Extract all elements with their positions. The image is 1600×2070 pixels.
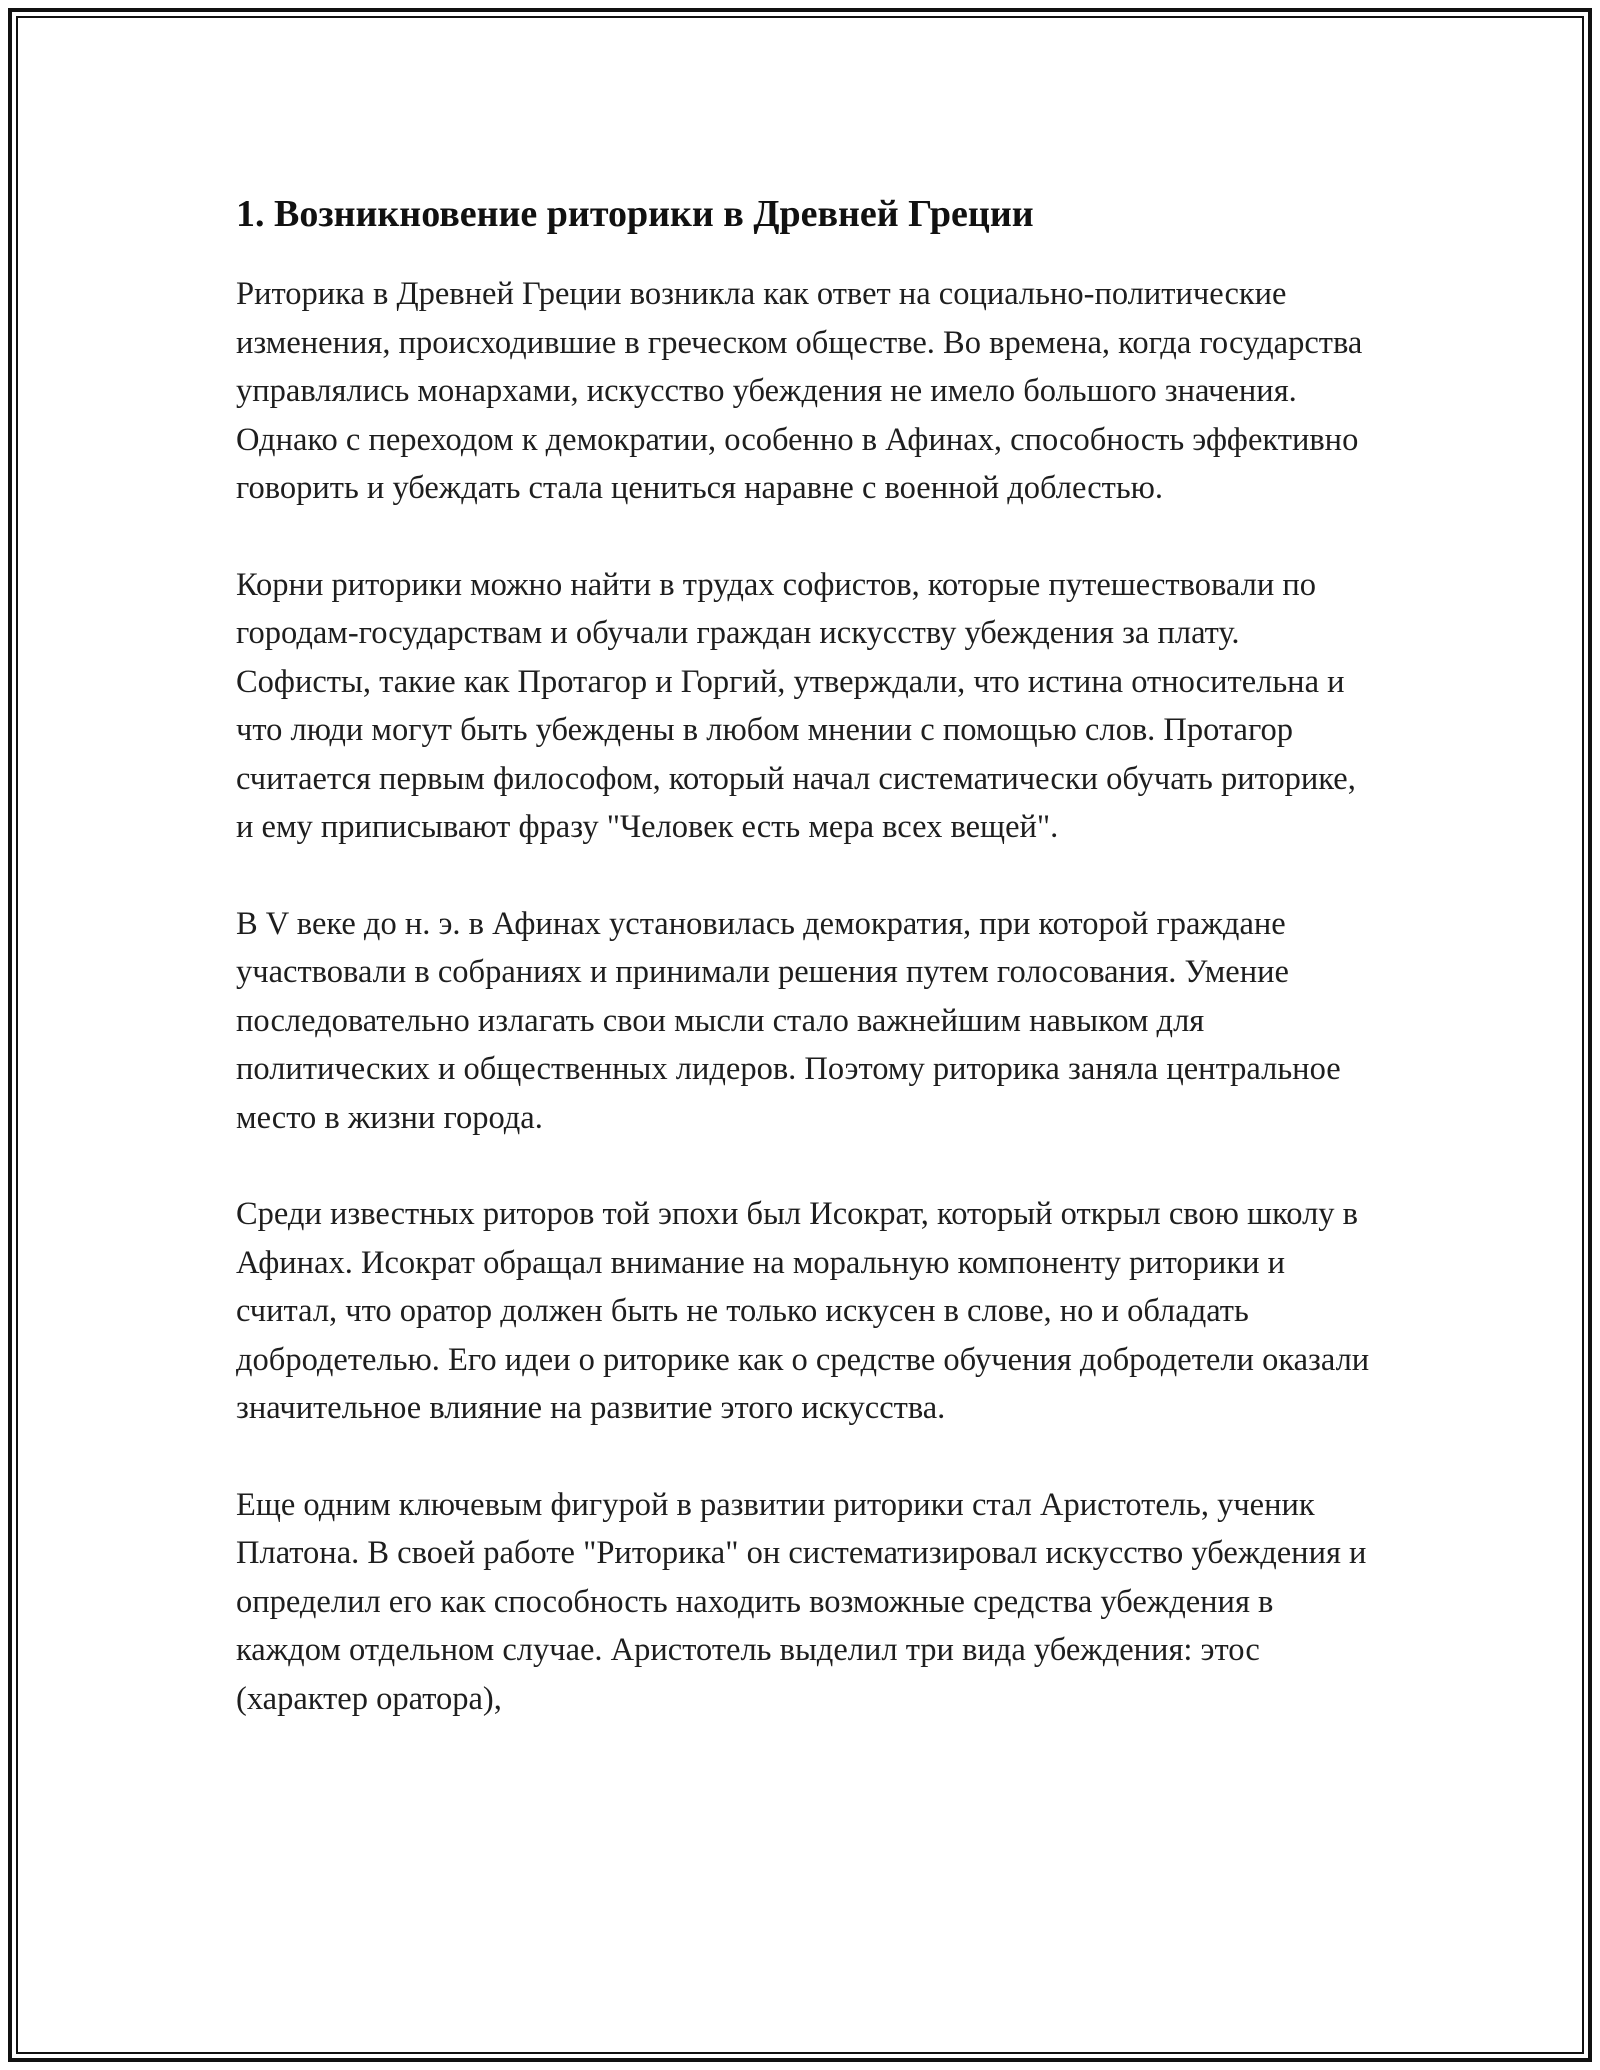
paragraph-1: Риторика в Древней Греции возникла как ответ на социально-политические изменения, происходившие в греческом обществе. Во времена, когда государства управлялись монархами, искусство убеждения не имело большого значения. Однако с переходом к демократии, особенно в Афинах, способность эффективно говорить и убеждать стала цениться наравне с военной доблестью. [236, 276, 1363, 506]
paragraph-5: Еще одним ключевым фигурой в развитии риторики стал Аристотель, ученик Платона. В своей работе "Риторика" он систематизировал искусство убеждения и определил его как способность находить возможные средства убеждения в каждом отдельном случае. Аристотель выделил три вида убеждения: этос (характер оратора), [236, 1486, 1367, 1717]
paragraph-2: Корни риторики можно найти в трудах софистов, которые путешествовали по городам-государствам и обучали граждан искусству убеждения за плату. Софисты, такие как Протагор и Горгий, утверждали, что истина относительна и что люди могут быть убеждены в любом мнении с помощью слов. Протагор считается первым философом, который начал систематически обучать риторике, и ему приписывают фразу "Человек есть мера всех вещей". [236, 566, 1356, 845]
paragraph-3: В V веке до н. э. в Афинах установилась демократия, при которой граждане участвовали в собраниях и принимали решения путем голосования. Умение последовательно излагать свои мысли стало важнейшим навыком для политических и общественных лидеров. Поэтому риторика заняла центральное место в жизни города. [236, 905, 1341, 1136]
section-heading: 1. Возникновение риторики в Древней Греции [236, 193, 1034, 235]
document-body [236, 188, 1376, 1771]
paragraph-4: Среди известных риторов той эпохи был Исократ, который открыл свою школу в Афинах. Исократ обращал внимание на моральную компоненту риторики и считал, что оратор должен быть не только искусен в слове, но и обладать добродетелью. Его идеи о риторике как о средстве обучения добродетели оказали значительное влияние на развитие этого искусства. [236, 1196, 1370, 1426]
